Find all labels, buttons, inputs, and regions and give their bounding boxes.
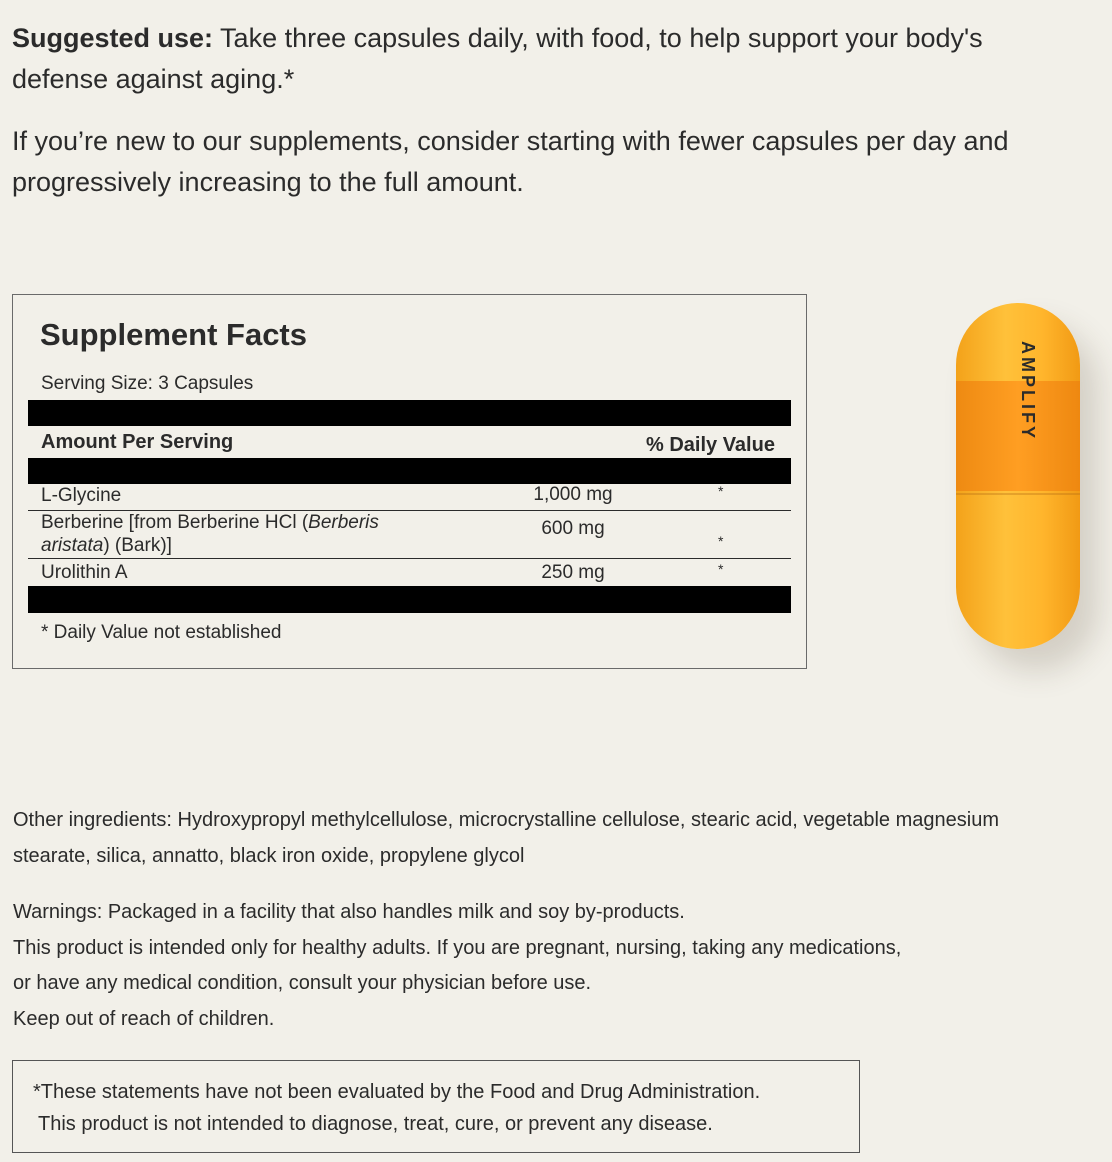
capsule-image [956,303,1080,649]
ingredient-daily-value: * [718,533,724,549]
divider-bar [28,458,791,484]
amount-per-serving-header: Amount Per Serving [41,431,234,453]
daily-value-header: % Daily Value [646,434,775,456]
table-row [28,511,791,557]
warnings-line: This product is intended only for healthy adults. If you are pregnant, nursing, taking any medications, [13,936,902,959]
warnings-line: or have any medical condition, consult your physician before use. [13,972,592,994]
ingredient-name: L-Glycine [41,485,122,506]
warnings [13,895,1063,1037]
warnings-line: Keep out of reach of children. [13,1007,275,1030]
ingredient-daily-value: * [718,483,724,499]
supplement-facts-panel [12,294,807,669]
other-ingredients: Other ingredients: Hydroxypropyl methylcellulose, microcrystalline cellulose, stearic acid, vegetable magnesium stearate, silica, annatto, black iron oxide, propylene glycol [13,809,999,867]
row-divider [28,558,791,559]
suggested-use-label: Suggested use: [12,23,214,53]
divider-bar [28,400,791,426]
supplement-facts-title: Supplement Facts [40,317,307,352]
capsule-seam [956,493,1080,495]
ingredient-name: Berberine [from Berberine HCl (Berberis aristata) (Bark)] [41,512,379,556]
ingredient-amount: 1,000 mg [533,484,613,505]
ingredient-amount: 250 mg [541,562,605,583]
fda-disclaimer-line: *These statements have not been evaluated by the Food and Drug Administration. [33,1081,761,1103]
suggested-use-text: Take three capsules daily, with food, to help support your body's defense against aging.* [12,23,983,94]
table-row [28,485,791,509]
daily-value-footnote: * Daily Value not established [41,622,282,643]
capsule-brand-text: AMPLIFY [1018,341,1038,441]
ingredient-daily-value: * [718,561,724,577]
new-user-note: If you’re new to our supplements, consider starting with fewer capsules per day and progressively increasing to the full amount. [12,126,1009,197]
fda-disclaimer-line: This product is not intended to diagnose, treat, cure, or prevent any disease. [38,1113,713,1135]
suggested-use [12,18,1072,100]
warnings-line: Warnings: Packaged in a facility that also handles milk and soy by-products. [13,901,685,923]
ingredient-amount: 600 mg [541,518,605,539]
divider-bar [28,586,791,613]
table-row [28,561,791,585]
ingredient-name: Urolithin A [41,562,128,583]
fda-disclaimer-box [12,1060,860,1153]
serving-size: Serving Size: 3 Capsules [41,373,254,394]
